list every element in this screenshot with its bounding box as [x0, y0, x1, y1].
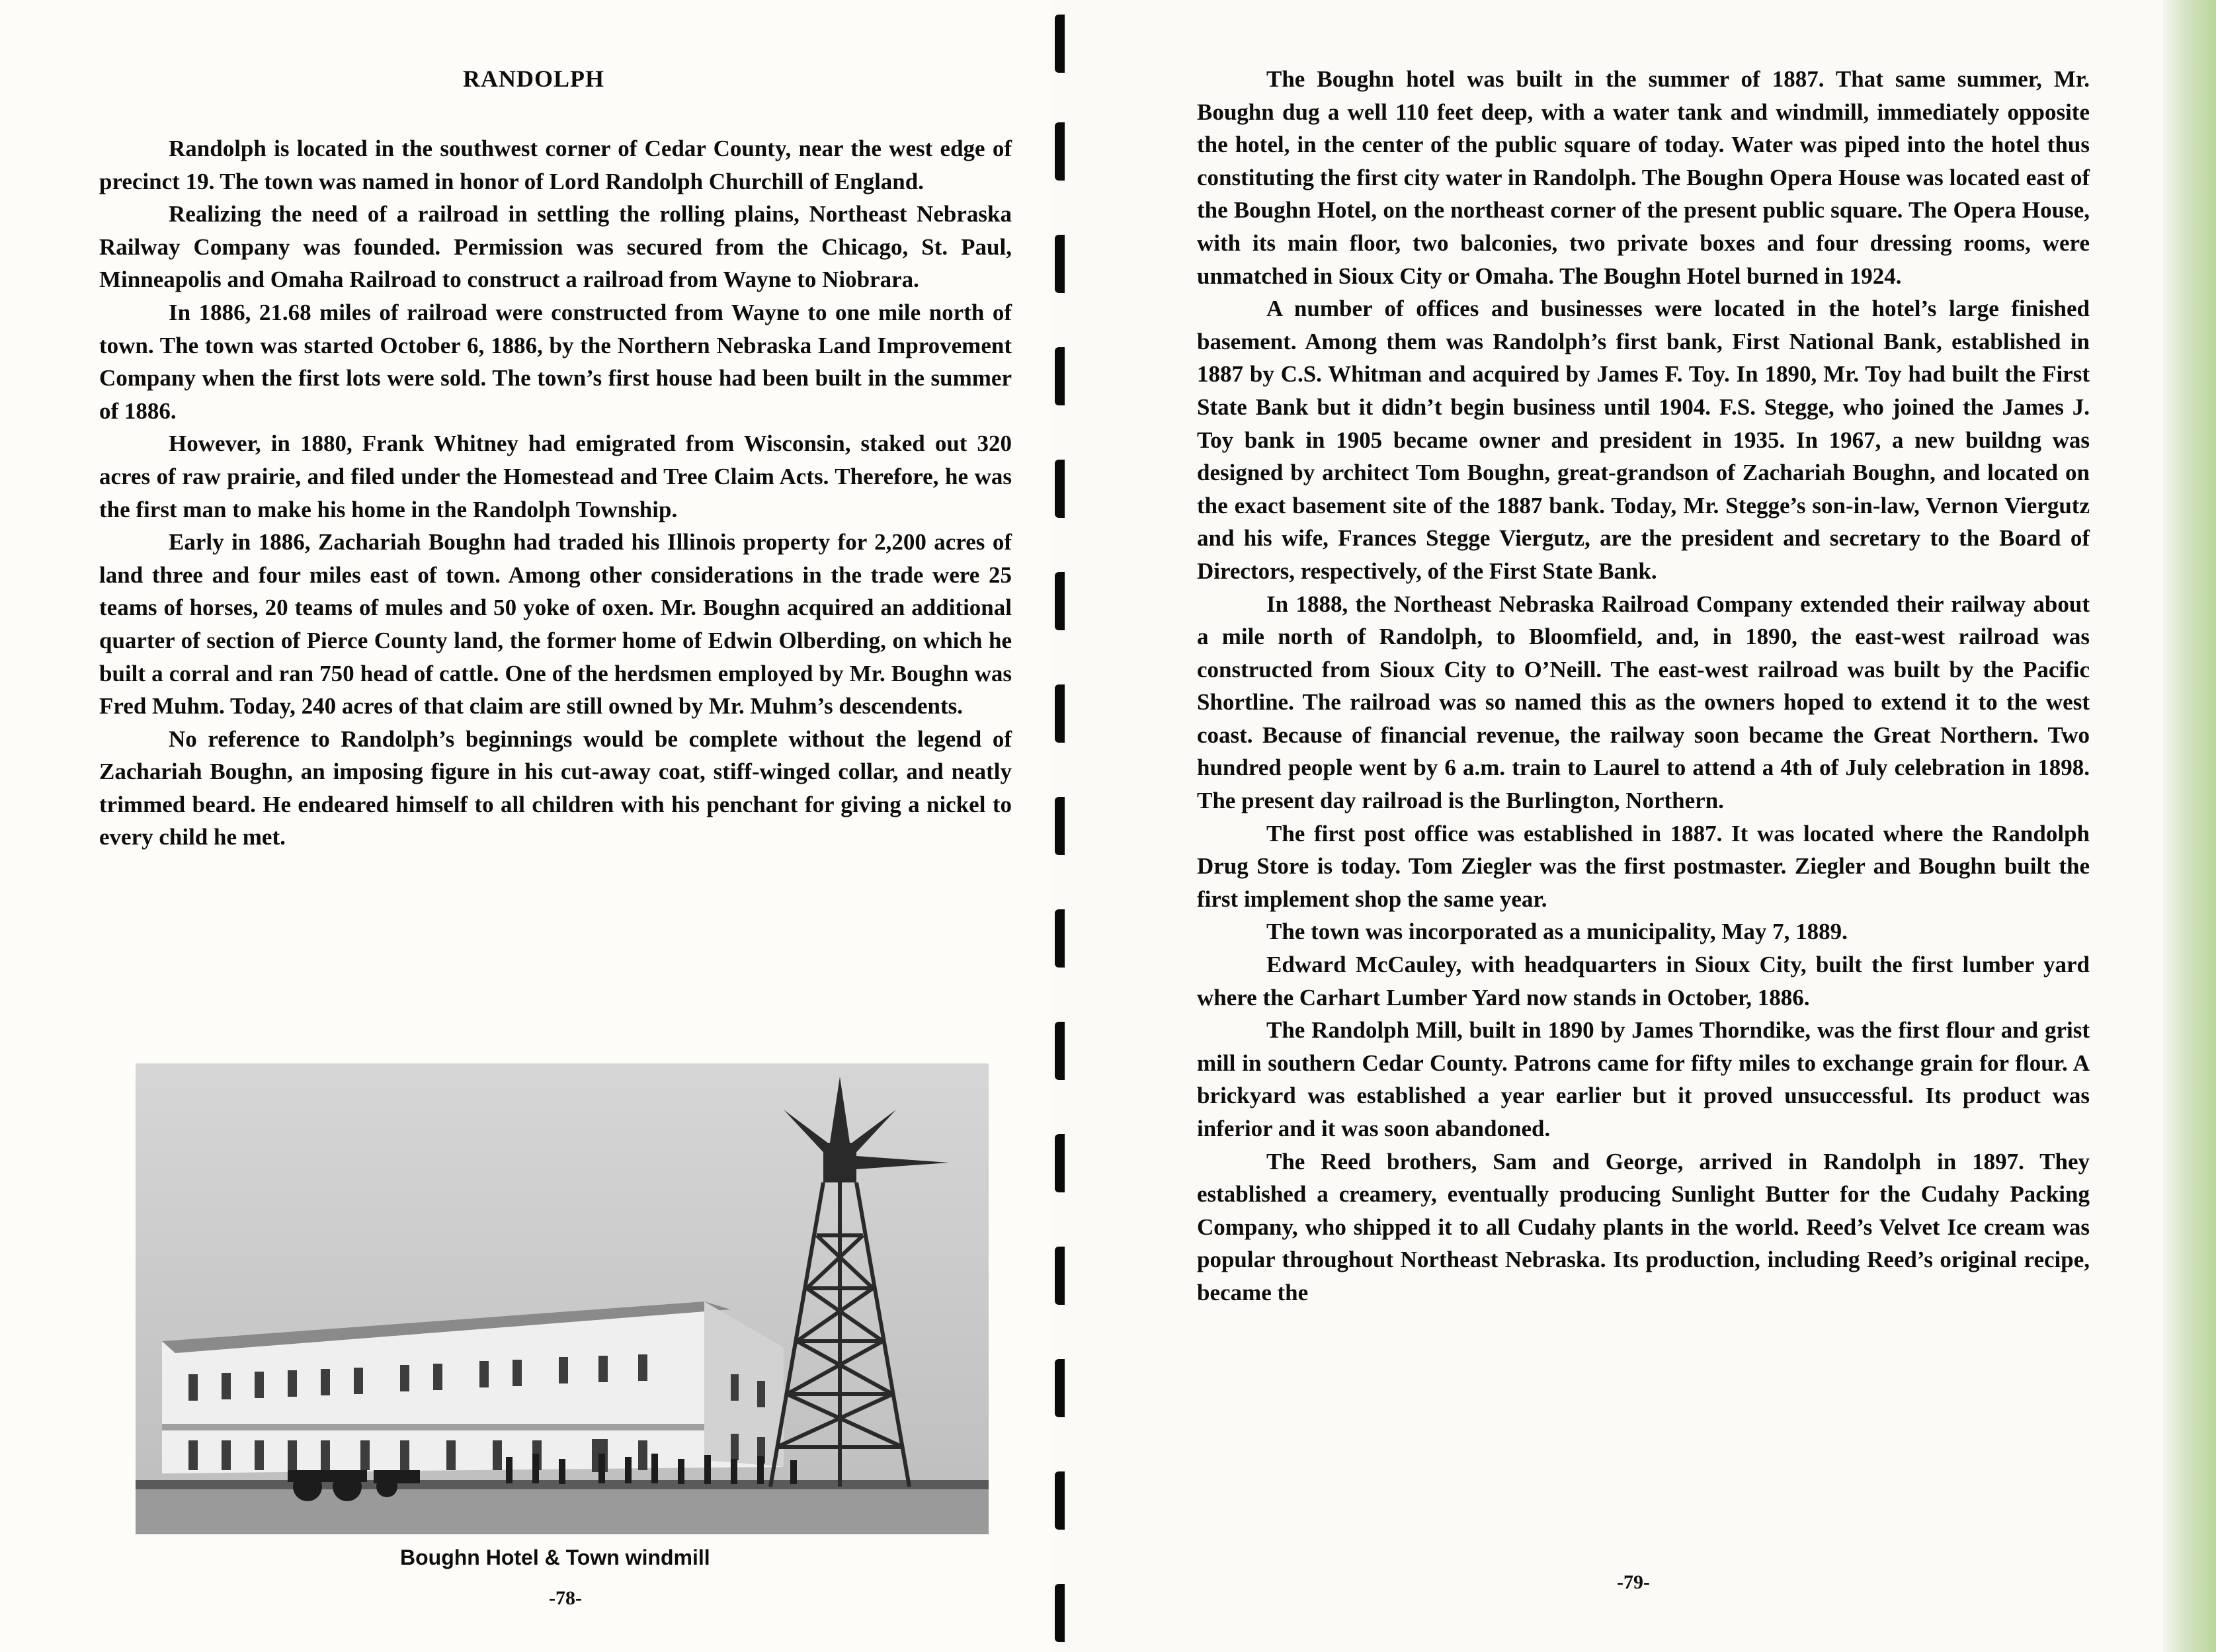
- paragraph: In 1888, the Northeast Nebraska Railroad Company extended their railway about a mile north of Randolph, to Bloomfield, and, in 1890, the east-west railroad was constructed from Sioux City to O’Neill. The east-west railroad was built by the Pacific Shortline. The railroad was so named this as the owners hoped to extend it to the west coast. Because of financial revenue, the railway soon became the Great Northern. Two hundred people went by 6 a.m. train to Laurel to attend a 4th of July celebration in 1898. The present day railroad is the Burlington, Northern.: [1197, 591, 2090, 814]
- paragraph: A number of offices and businesses were located in the hotel’s large finished basement. Among them was Randolph’s first bank, First National Bank, established in 1887 by C.S. Whitman and acquired by James F. Toy. In 1890, Mr. Toy had built the First State Bank but it didn’t begin business until 1904. F.S. Stegge, who joined the James J. Toy bank in 1905 became owner and president in 1935. In 1967, a new buildng was designed by architect Tom Boughn, great-grandson of Zachariah Boughn, and located on the exact basement site of the 1887 bank. Today, Mr. Stegge’s son-in-law, Vernon Viergutz and his wife, Frances Stegge Viergutz, are the president and secretary to the Board of Directors, respectively, of the First State Bank.: [1197, 296, 2090, 584]
- paragraph: The first post office was established in 1887. It was located where the Randolph Drug Store is today. Tom Ziegler was the first postmaster. Ziegler and Boughn built the first implement shop the same year.: [1197, 820, 2090, 912]
- paragraph: Edward McCauley, with headquarters in Sioux City, built the first lumber yard where the Carhart Lumber Yard now stands in October, 1886.: [1197, 952, 2090, 1011]
- paragraph: The town was incorporated as a municipality, May 7, 1889.: [1266, 919, 1848, 945]
- paragraph: Realizing the need of a railroad in settling the rolling plains, Northeast Nebraska Railway Company was founded. Permission was secured from the Chicago, St. Paul, Minneapolis and Omaha Railroad to construct a railroad from Wayne to Niobrara.: [99, 201, 1012, 293]
- page-edge: [2163, 0, 2216, 1652]
- left-body-text: [99, 132, 1012, 854]
- paragraph: No reference to Randolph’s beginnings would be complete without the legend of Zachariah Boughn, an imposing figure in his cut-away coat, stiff-winged collar, and neatly trimmed beard. He endeared himself to all children with his penchant for giving a nickel to every child he met.: [99, 725, 1012, 850]
- paragraph: The Boughn hotel was built in the summer of 1887. That same summer, Mr. Boughn dug a well 110 feet deep, with a water tank and windmill, immediately opposite the hotel, in the center of the public square of today. Water was piped into the hotel thus constituting the first city water in Randolph. The Boughn Opera House was located east of the Boughn Hotel, on the northeast corner of the present public square. The Opera House, with its main floor, two balconies, two private boxes and four dressing rooms, were unmatched in Sioux City or Omaha. The Boughn Hotel burned in 1924.: [1197, 66, 2090, 289]
- paragraph: However, in 1880, Frank Whitney had emigrated from Wisconsin, staked out 320 acres of raw prairie, and filed under the Homestead and Tree Claim Acts. Therefore, he was the first man to make his home in the Randolph Township.: [99, 431, 1012, 522]
- right-body-text: [1197, 63, 2090, 1309]
- page-number-left: -78-: [549, 1587, 582, 1609]
- paragraph: In 1886, 21.68 miles of railroad were constructed from Wayne to one mile north of town. The town was started October 6, 1886, by the Northern Nebraska Land Improvement Company when the first lots were sold. The town’s first house had been built in the summer of 1886.: [99, 299, 1012, 424]
- hotel-photo-image: [136, 1063, 989, 1534]
- left-page: [0, 0, 1051, 1652]
- page-title: RANDOLPH: [463, 65, 604, 92]
- paragraph: Randolph is located in the southwest corner of Cedar County, near the west edge of precinct 19. The town was named in honor of Lord Randolph Churchill of England.: [99, 136, 1012, 194]
- paragraph: Early in 1886, Zachariah Boughn had traded his Illinois property for 2,200 acres of land three and four miles east of town. Among other considerations in the trade were 25 teams of horses, 20 teams of mules and 50 yoke of oxen. Mr. Boughn acquired an additional quarter of section of Pierce County land, the former home of Edwin Olberding, on which he built a corral and ran 750 head of cattle. One of the herdsmen employed by Mr. Boughn was Fred Muhm. Today, 240 acres of that claim are still owned by Mr. Muhm’s descendents.: [99, 529, 1012, 720]
- paragraph: The Reed brothers, Sam and George, arrived in Randolph in 1897. They established a creamery, eventually producing Sunlight Butter for the Cudahy Packing Company, who shipped it to all Cudahy plants in the world. Reed’s Velvet Ice cream was popular throughout Northeast Nebraska. Its production, including Reed’s original recipe, became the: [1197, 1148, 2090, 1305]
- photo-caption: Boughn Hotel & Town windmill: [400, 1546, 710, 1569]
- paragraph: The Randolph Mill, built in 1890 by James Thorndike, was the first flour and grist mill in southern Cedar County. Patrons came for fifty miles to exchange grain for flour. A brickyard was established a year earlier but it proved unsuccessful. Its product was inferior and it was soon abandoned.: [1197, 1017, 2090, 1141]
- page-number-right: -79-: [1617, 1571, 1650, 1593]
- hotel-photo: [136, 1063, 989, 1534]
